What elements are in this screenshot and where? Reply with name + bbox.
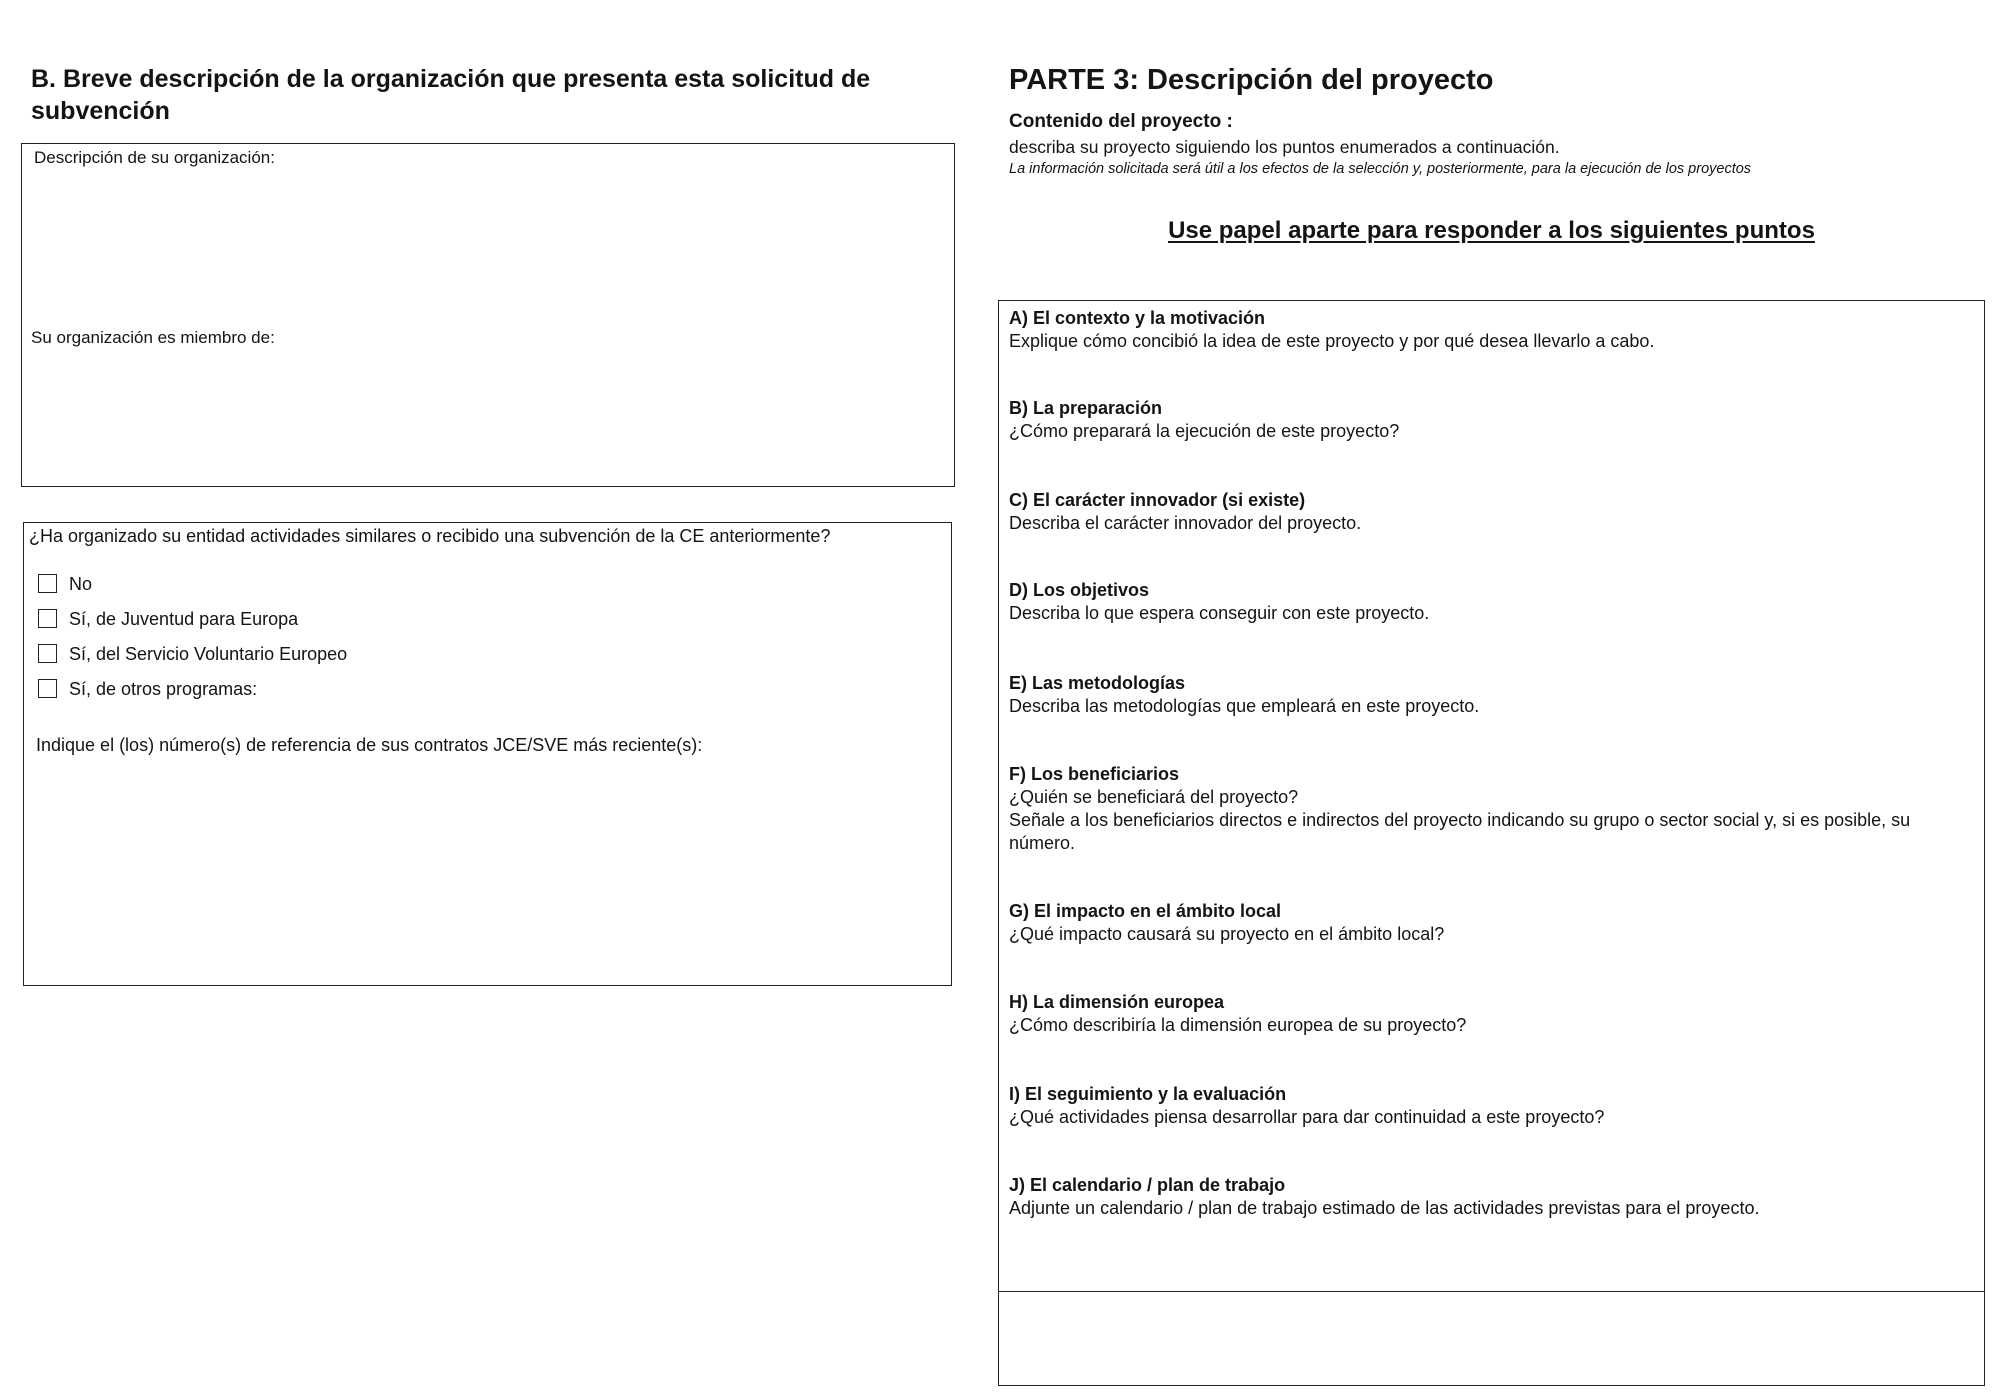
point-description: ¿Quién se beneficiará del proyecto?: [1009, 787, 1299, 807]
project-note: La información solicitada será útil a los efectos de la selección y, posteriormente, para la ejecución de los proyectos: [1009, 161, 1752, 177]
part3-title: PARTE 3: Descripción del proyecto: [1009, 64, 1494, 96]
box-divider: [998, 1291, 1985, 1292]
point-h: [1009, 991, 1975, 1037]
checkbox-juventud-para-europa-label: Sí, de Juventud para Europa: [69, 609, 299, 629]
point-i: [1009, 1083, 1975, 1129]
previous-activities-question: ¿Ha organizado su entidad actividades similares o recibido una subvención de la CE anteriormente?: [29, 526, 831, 546]
point-description: ¿Cómo describiría la dimensión europea de su proyecto?: [1009, 1015, 1467, 1035]
point-description: Describa las metodologías que empleará en este proyecto.: [1009, 696, 1480, 716]
point-title: A) El contexto y la motivación: [1009, 308, 1266, 328]
point-title: G) El impacto en el ámbito local: [1009, 901, 1282, 921]
point-b: [1009, 397, 1975, 443]
point-c: [1009, 489, 1975, 535]
point-j: [1009, 1174, 1975, 1220]
checkbox-juventud-para-europa[interactable]: [38, 609, 57, 628]
project-instruction: describa su proyecto siguiendo los puntos enumerados a continuación.: [1009, 137, 1560, 157]
checkbox-no-label: No: [69, 574, 93, 594]
point-description: Explique cómo concibió la idea de este proyecto y por qué desea llevarlo a cabo.: [1009, 331, 1655, 351]
point-g: [1009, 900, 1975, 946]
checkbox-otros-programas-label: Sí, de otros programas:: [69, 679, 258, 699]
point-a: [1009, 307, 1975, 353]
checkbox-servicio-voluntario-europeo-label: Sí, del Servicio Voluntario Europeo: [69, 644, 348, 664]
point-title: E) Las metodologías: [1009, 673, 1186, 693]
point-title: C) El carácter innovador (si existe): [1009, 490, 1306, 510]
point-title: B) La preparación: [1009, 398, 1163, 418]
previous-activities-box: [23, 522, 952, 986]
point-f: [1009, 763, 1975, 855]
point-description: ¿Cómo preparará la ejecución de este proyecto?: [1009, 421, 1400, 441]
point-title: J) El calendario / plan de trabajo: [1009, 1175, 1286, 1195]
point-description: Adjunte un calendario / plan de trabajo estimado de las actividades previstas para el proyecto.: [1009, 1198, 1760, 1218]
point-description: ¿Qué actividades piensa desarrollar para dar continuidad a este proyecto?: [1009, 1107, 1605, 1127]
project-content-heading: Contenido del proyecto :: [1009, 111, 1233, 132]
point-d: [1009, 579, 1975, 625]
point-description: Describa lo que espera conseguir con este proyecto.: [1009, 603, 1430, 623]
organization-description-box: [21, 143, 955, 487]
point-title: I) El seguimiento y la evaluación: [1009, 1084, 1287, 1104]
point-description: ¿Qué impacto causará su proyecto en el ámbito local?: [1009, 924, 1445, 944]
point-title: F) Los beneficiarios: [1009, 764, 1180, 784]
separate-paper-notice: Use papel aparte para responder a los siguientes puntos: [1168, 217, 1815, 244]
checkbox-otros-programas[interactable]: [38, 679, 57, 698]
organization-membership-label: Su organización es miembro de:: [31, 328, 275, 347]
point-e: [1009, 672, 1975, 718]
checkbox-servicio-voluntario-europeo[interactable]: [38, 644, 57, 663]
point-title: D) Los objetivos: [1009, 580, 1150, 600]
point-title: H) La dimensión europea: [1009, 992, 1225, 1012]
checkbox-no[interactable]: [38, 574, 57, 593]
point-description: Describa el carácter innovador del proyecto.: [1009, 513, 1362, 533]
point-description: Señale a los beneficiarios directos e indirectos del proyecto indicando su grupo o sector social y, si es posible, su número.: [1009, 810, 1911, 853]
reference-numbers-label: Indique el (los) número(s) de referencia de sus contratos JCE/SVE más reciente(s):: [36, 735, 703, 755]
organization-description-label: Descripción de su organización:: [34, 148, 275, 167]
section-b-heading: B. Breve descripción de la organización que presenta esta solicitud de subvención: [31, 65, 871, 125]
